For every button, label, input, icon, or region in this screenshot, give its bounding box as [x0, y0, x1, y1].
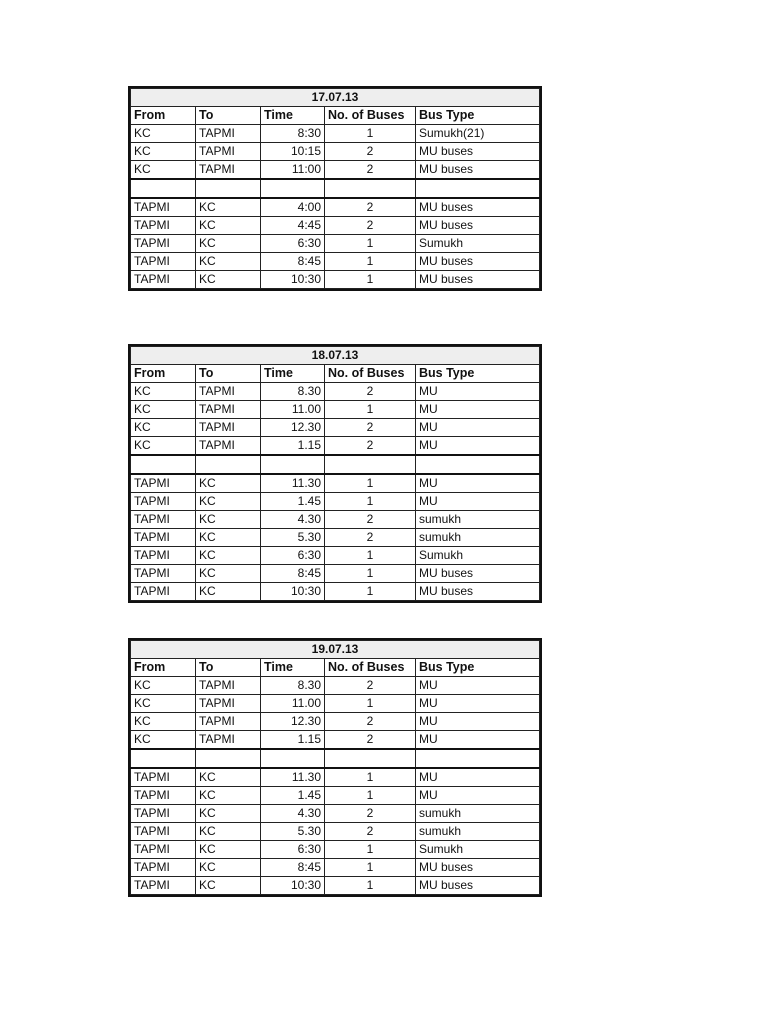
table-row: [131, 271, 540, 289]
spacer-row: [131, 455, 540, 474]
cell-buses: 2: [325, 805, 416, 823]
cell-buses: 1: [325, 565, 416, 583]
cell-bus-type: MU buses: [416, 859, 540, 877]
cell-buses: 1: [325, 401, 416, 419]
cell-buses: 2: [325, 217, 416, 235]
cell-bus-type: MU buses: [416, 565, 540, 583]
schedule-grid: [130, 88, 540, 289]
cell-from: KC: [131, 383, 196, 401]
cell-buses: 1: [325, 253, 416, 271]
cell-time: 10:15: [261, 143, 325, 161]
column-header-type: Bus Type: [416, 107, 540, 125]
cell-buses: 1: [325, 841, 416, 859]
cell-buses: 2: [325, 677, 416, 695]
cell-from: TAPMI: [131, 198, 196, 217]
cell-to: KC: [196, 198, 261, 217]
column-header-time: Time: [261, 659, 325, 677]
table-row: [131, 583, 540, 601]
column-header-buses: No. of Buses: [325, 365, 416, 383]
cell-bus-type: MU buses: [416, 583, 540, 601]
cell-from: TAPMI: [131, 823, 196, 841]
cell-bus-type: MU buses: [416, 161, 540, 180]
table-row: [131, 493, 540, 511]
cell-time: 8:45: [261, 565, 325, 583]
table-row: [131, 695, 540, 713]
cell-buses: 2: [325, 731, 416, 750]
table-row: [131, 859, 540, 877]
cell-buses: 2: [325, 419, 416, 437]
cell-bus-type: MU buses: [416, 217, 540, 235]
cell-bus-type: sumukh: [416, 805, 540, 823]
cell-bus-type: Sumukh: [416, 547, 540, 565]
column-header-to: To: [196, 107, 261, 125]
column-header-time: Time: [261, 365, 325, 383]
cell-time: 11.00: [261, 695, 325, 713]
cell-from: TAPMI: [131, 565, 196, 583]
cell-time: 4:00: [261, 198, 325, 217]
cell-from: KC: [131, 125, 196, 143]
cell-buses: 2: [325, 823, 416, 841]
cell-from: KC: [131, 419, 196, 437]
cell-time: 10:30: [261, 583, 325, 601]
cell-from: KC: [131, 731, 196, 750]
cell-to: KC: [196, 565, 261, 583]
cell-buses: 2: [325, 143, 416, 161]
cell-to: TAPMI: [196, 713, 261, 731]
table-row: [131, 125, 540, 143]
table-row: [131, 805, 540, 823]
table-row: [131, 787, 540, 805]
cell-to: TAPMI: [196, 695, 261, 713]
cell-buses: 1: [325, 125, 416, 143]
cell-from: TAPMI: [131, 841, 196, 859]
cell-to: KC: [196, 511, 261, 529]
spacer-row: [131, 749, 540, 768]
cell-buses: 1: [325, 877, 416, 895]
cell-time: 1.45: [261, 493, 325, 511]
cell-time: 10:30: [261, 271, 325, 289]
table-row: [131, 253, 540, 271]
cell-time: 6:30: [261, 235, 325, 253]
cell-to: TAPMI: [196, 419, 261, 437]
table-row: [131, 217, 540, 235]
cell-buses: 1: [325, 271, 416, 289]
cell-from: TAPMI: [131, 474, 196, 493]
cell-time: 1.15: [261, 437, 325, 456]
cell-buses: 2: [325, 383, 416, 401]
cell-to: KC: [196, 805, 261, 823]
cell-from: KC: [131, 713, 196, 731]
cell-bus-type: MU: [416, 474, 540, 493]
cell-time: 8.30: [261, 383, 325, 401]
cell-to: TAPMI: [196, 677, 261, 695]
cell-to: KC: [196, 823, 261, 841]
cell-bus-type: MU: [416, 787, 540, 805]
cell-from: TAPMI: [131, 529, 196, 547]
cell-time: 4.30: [261, 805, 325, 823]
cell-buses: 2: [325, 511, 416, 529]
cell-from: TAPMI: [131, 271, 196, 289]
cell-to: KC: [196, 271, 261, 289]
cell-buses: 2: [325, 529, 416, 547]
cell-from: TAPMI: [131, 859, 196, 877]
cell-buses: 2: [325, 161, 416, 180]
column-header-type: Bus Type: [416, 659, 540, 677]
table-row: [131, 511, 540, 529]
column-header-from: From: [131, 365, 196, 383]
cell-buses: 1: [325, 583, 416, 601]
cell-buses: 1: [325, 547, 416, 565]
cell-bus-type: MU: [416, 677, 540, 695]
cell-to: KC: [196, 787, 261, 805]
cell-from: TAPMI: [131, 583, 196, 601]
cell-to: KC: [196, 583, 261, 601]
cell-time: 4.30: [261, 511, 325, 529]
cell-from: TAPMI: [131, 877, 196, 895]
column-header-to: To: [196, 365, 261, 383]
cell-to: TAPMI: [196, 161, 261, 180]
table-row: [131, 841, 540, 859]
cell-from: TAPMI: [131, 511, 196, 529]
cell-to: KC: [196, 493, 261, 511]
cell-to: TAPMI: [196, 125, 261, 143]
cell-bus-type: MU buses: [416, 198, 540, 217]
cell-to: KC: [196, 217, 261, 235]
column-header-time: Time: [261, 107, 325, 125]
cell-bus-type: MU buses: [416, 253, 540, 271]
column-header-buses: No. of Buses: [325, 659, 416, 677]
cell-buses: 1: [325, 474, 416, 493]
table-row: [131, 565, 540, 583]
cell-time: 11.00: [261, 401, 325, 419]
cell-to: KC: [196, 235, 261, 253]
cell-to: KC: [196, 841, 261, 859]
cell-time: 11:00: [261, 161, 325, 180]
table-row: [131, 474, 540, 493]
cell-time: 11.30: [261, 474, 325, 493]
cell-bus-type: MU: [416, 695, 540, 713]
cell-to: KC: [196, 253, 261, 271]
cell-time: 8.30: [261, 677, 325, 695]
cell-bus-type: MU: [416, 731, 540, 750]
cell-bus-type: MU: [416, 493, 540, 511]
cell-time: 12.30: [261, 419, 325, 437]
table-row: [131, 823, 540, 841]
cell-time: 6:30: [261, 841, 325, 859]
cell-time: 12.30: [261, 713, 325, 731]
cell-to: TAPMI: [196, 437, 261, 456]
cell-to: TAPMI: [196, 383, 261, 401]
cell-to: KC: [196, 859, 261, 877]
cell-time: 1.45: [261, 787, 325, 805]
cell-buses: 2: [325, 713, 416, 731]
cell-buses: 1: [325, 235, 416, 253]
table-row: [131, 529, 540, 547]
cell-buses: 1: [325, 493, 416, 511]
table-row: [131, 877, 540, 895]
cell-from: TAPMI: [131, 253, 196, 271]
schedule-table-18-07-13: [128, 344, 542, 603]
cell-from: KC: [131, 677, 196, 695]
schedule-grid: [130, 640, 540, 895]
cell-from: TAPMI: [131, 768, 196, 787]
cell-time: 6:30: [261, 547, 325, 565]
schedule-table-19-07-13: [128, 638, 542, 897]
table-row: [131, 768, 540, 787]
cell-bus-type: MU: [416, 419, 540, 437]
cell-buses: 2: [325, 437, 416, 456]
table-row: [131, 401, 540, 419]
cell-time: 8:45: [261, 253, 325, 271]
table-row: [131, 419, 540, 437]
cell-buses: 1: [325, 768, 416, 787]
schedule-table-17-07-13: [128, 86, 542, 291]
cell-from: KC: [131, 401, 196, 419]
table-row: [131, 235, 540, 253]
cell-time: 4:45: [261, 217, 325, 235]
cell-time: 5.30: [261, 529, 325, 547]
cell-time: 8:30: [261, 125, 325, 143]
cell-to: TAPMI: [196, 143, 261, 161]
cell-bus-type: sumukh: [416, 823, 540, 841]
spacer-row: [131, 179, 540, 198]
cell-bus-type: MU buses: [416, 877, 540, 895]
cell-time: 11.30: [261, 768, 325, 787]
table-row: [131, 731, 540, 750]
column-header-to: To: [196, 659, 261, 677]
cell-time: 1.15: [261, 731, 325, 750]
cell-bus-type: MU buses: [416, 271, 540, 289]
cell-bus-type: Sumukh: [416, 235, 540, 253]
cell-buses: 1: [325, 695, 416, 713]
cell-from: TAPMI: [131, 805, 196, 823]
cell-bus-type: Sumukh(21): [416, 125, 540, 143]
cell-bus-type: MU: [416, 713, 540, 731]
cell-from: KC: [131, 161, 196, 180]
cell-buses: 2: [325, 198, 416, 217]
table-row: [131, 677, 540, 695]
cell-time: 5.30: [261, 823, 325, 841]
cell-to: TAPMI: [196, 731, 261, 750]
cell-from: TAPMI: [131, 493, 196, 511]
column-header-from: From: [131, 107, 196, 125]
schedule-grid: [130, 346, 540, 601]
cell-bus-type: MU buses: [416, 143, 540, 161]
cell-bus-type: MU: [416, 437, 540, 456]
cell-time: 8:45: [261, 859, 325, 877]
cell-from: KC: [131, 695, 196, 713]
column-header-from: From: [131, 659, 196, 677]
cell-bus-type: MU: [416, 383, 540, 401]
cell-bus-type: MU: [416, 401, 540, 419]
table-row: [131, 713, 540, 731]
schedule-date: 19.07.13: [131, 641, 540, 659]
table-row: [131, 547, 540, 565]
cell-bus-type: sumukh: [416, 529, 540, 547]
schedule-date: 18.07.13: [131, 347, 540, 365]
cell-bus-type: Sumukh: [416, 841, 540, 859]
cell-to: KC: [196, 529, 261, 547]
cell-from: TAPMI: [131, 547, 196, 565]
cell-from: TAPMI: [131, 787, 196, 805]
cell-to: KC: [196, 877, 261, 895]
cell-from: KC: [131, 143, 196, 161]
cell-from: KC: [131, 437, 196, 456]
table-row: [131, 198, 540, 217]
cell-from: TAPMI: [131, 235, 196, 253]
cell-time: 10:30: [261, 877, 325, 895]
cell-bus-type: sumukh: [416, 511, 540, 529]
cell-bus-type: MU: [416, 768, 540, 787]
table-row: [131, 383, 540, 401]
cell-to: KC: [196, 474, 261, 493]
column-header-buses: No. of Buses: [325, 107, 416, 125]
cell-buses: 1: [325, 787, 416, 805]
cell-to: KC: [196, 768, 261, 787]
cell-from: TAPMI: [131, 217, 196, 235]
cell-to: TAPMI: [196, 401, 261, 419]
table-row: [131, 161, 540, 180]
table-row: [131, 143, 540, 161]
cell-to: KC: [196, 547, 261, 565]
table-row: [131, 437, 540, 456]
cell-buses: 1: [325, 859, 416, 877]
schedule-date: 17.07.13: [131, 89, 540, 107]
column-header-type: Bus Type: [416, 365, 540, 383]
